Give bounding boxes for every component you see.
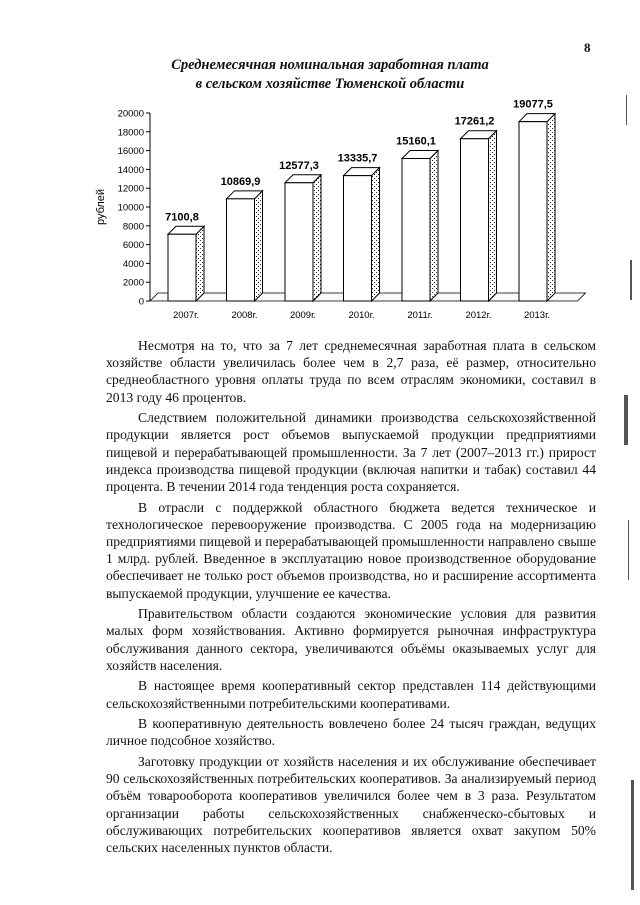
bar (461, 139, 489, 301)
bar-side (372, 168, 380, 301)
chart-title-line-1: Среднемесячная номинальная заработная плата (171, 57, 489, 73)
bar (402, 158, 430, 301)
bar (285, 183, 313, 301)
bar-side (313, 175, 321, 301)
data-label: 13335,7 (337, 152, 378, 165)
bar (519, 122, 547, 301)
paragraph-7: Заготовку продукции от хозяйств населения и их обслуживание обеспечивает 90 сельскохозяйственных потребительских кооперативов. За анализируемый период объём товарооборота кооперативов увеличился более чем в 3 раза. Результатом организации работы сельскохозяйственных снабженческо-сбытовых и обслуживающих потребительских кооперативов является охват закупом 50% сельских населенных пунктов области. (106, 754, 596, 856)
bar-side (547, 114, 555, 301)
bar (168, 234, 196, 301)
chart-title-line-2: в сельском хозяйстве Тюменской области (195, 76, 465, 92)
x-tick-label: 2008г. (231, 310, 258, 321)
bar-side (196, 226, 204, 301)
x-tick-label: 2010г. (348, 310, 375, 321)
data-label: 17261,2 (454, 115, 495, 128)
page-number: 8 (584, 40, 591, 55)
paragraph-4: Правительством области создаются экономические условия для развития малых форм хозяйствования. Активно формируется рыночная инфраструктура обслуживания данного сектора, увеличиваются объёмы оказываемых услуг для хозяйств населения. (106, 606, 596, 673)
y-tick-label: 10000 (117, 202, 144, 214)
y-tick-label: 14000 (117, 164, 144, 176)
data-label: 15160,1 (396, 135, 436, 148)
y-tick-label: 12000 (117, 183, 144, 195)
y-tick-label: 18000 (117, 127, 144, 139)
data-label: 19077,5 (513, 98, 553, 111)
y-tick-label: 2000 (122, 277, 144, 289)
bar-side (430, 150, 438, 301)
y-tick-label: 8000 (122, 221, 144, 233)
salary-bar-chart (90, 98, 590, 328)
paragraph-5: В настоящее время кооперативный сектор представлен 114 действующими сельскохозяйственными потребительскими кооперативами. (106, 678, 596, 711)
x-tick-label: 2012г. (465, 310, 492, 321)
bar-side (489, 131, 497, 301)
y-tick-label: 0 (138, 296, 144, 308)
y-tick-label: 16000 (117, 146, 144, 158)
y-axis-label: рублей (95, 188, 107, 226)
data-label: 10869,9 (220, 175, 261, 188)
scan-edge-marks (616, 0, 638, 905)
x-tick-label: 2009г. (289, 310, 317, 321)
x-tick-label: 2013г. (523, 310, 551, 321)
paragraph-1: Несмотря на то, что за 7 лет среднемесячная заработная плата в сельском хозяйстве области увеличилась более чем в 2,7 раза, её размер, относительно среднеобластного уровня оплаты труда по всем отраслям экономики, составил в 2013 году 46 процентов. (106, 338, 596, 405)
chart-title (140, 56, 520, 94)
bar (227, 199, 255, 301)
data-label: 12577,3 (279, 159, 319, 172)
x-tick-label: 2011г. (407, 310, 433, 321)
body-text (106, 337, 596, 860)
data-label: 7100,8 (165, 211, 199, 224)
paragraph-3: В отрасли с поддержкой областного бюджета ведется техническое и технологическое перевооружение производства. С 2005 года на модернизацию предприятиями пищевой и перерабатывающей промышленности направлено свыше 1 млрд. рублей. Введенное в эксплуатацию новое производственное оборудование обеспечивает не только рост объемов производства, но и расширение ассортимента выпускаемой продукции, улучшение ее качества. (106, 499, 596, 601)
paragraph-2: Следствием положительной динамики производства сельскохозяйственной продукции является рост объемов выпускаемой продукции предприятиями пищевой и перерабатывающей промышленности. За 7 лет (2007–2013 гг.) прирост индекса производства пищевой продукции (включая напитки и табак) составил 44 процента. В течении 2014 года тенденция роста сохраняется. (106, 410, 596, 495)
bar (344, 176, 372, 301)
bar-side (255, 191, 263, 301)
paragraph-6: В кооперативную деятельность вовлечено более 24 тысяч граждан, ведущих личное подсобное хозяйство. (106, 716, 596, 749)
y-tick-label: 6000 (122, 240, 144, 252)
x-tick-label: 2007г. (172, 310, 200, 321)
y-tick-label: 4000 (122, 258, 144, 270)
y-tick-label: 20000 (117, 108, 144, 120)
